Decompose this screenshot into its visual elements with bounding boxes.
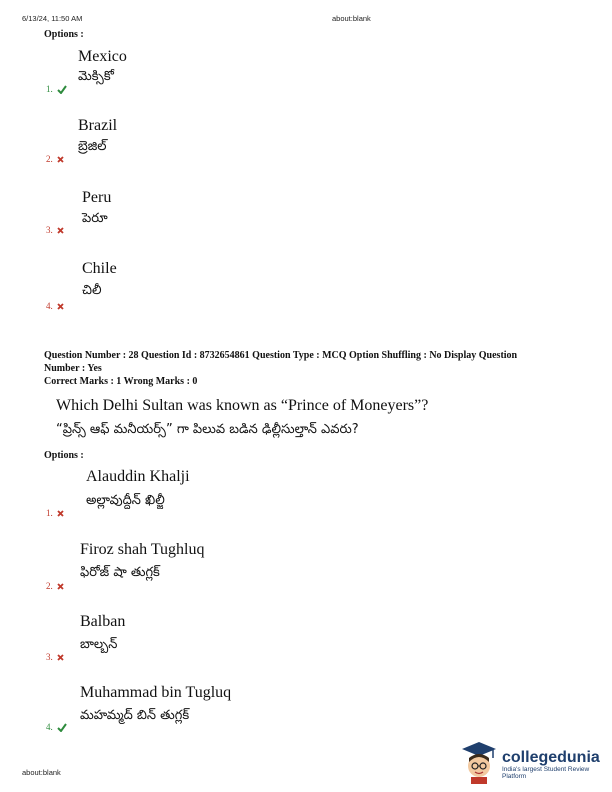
logo-tagline: India's largest Student Review Platform bbox=[502, 765, 590, 780]
option-text-te: మెక్సికో bbox=[78, 69, 114, 84]
cross-icon bbox=[57, 227, 64, 234]
option-number: 4. bbox=[46, 301, 64, 311]
option-text-en: Brazil bbox=[78, 117, 118, 134]
option-text-te: అల్లావుద్దీన్ ఖిల్జీ bbox=[86, 493, 165, 508]
print-datetime: 6/13/24, 11:50 AM bbox=[22, 14, 83, 23]
check-icon bbox=[57, 85, 67, 94]
option-text-en: Balban bbox=[80, 613, 126, 630]
cross-icon bbox=[57, 583, 64, 590]
options-label-q28: Options : bbox=[44, 450, 84, 461]
collegedunia-logo bbox=[460, 740, 612, 789]
option-number: 1. bbox=[46, 84, 67, 94]
question-meta-line: Question Number : 28 Question Id : 8732654861 Question Type : MCQ Option Shuffling : No Display Question bbox=[44, 350, 518, 361]
question-meta-line: Number : Yes bbox=[44, 363, 102, 374]
graduate-mascot-icon bbox=[460, 740, 498, 789]
option-number: 2. bbox=[46, 581, 64, 591]
option-text-en: Alauddin Khalji bbox=[86, 468, 190, 485]
option-number: 4. bbox=[46, 722, 67, 732]
cross-icon bbox=[57, 654, 64, 661]
print-footer-url: about:blank bbox=[22, 768, 61, 777]
option-text-te: చిలీ bbox=[82, 283, 102, 298]
cross-icon bbox=[57, 156, 64, 163]
question-marks: Correct Marks : 1 Wrong Marks : 0 bbox=[44, 376, 198, 387]
option-text-te: మహమ్మద్ బిన్ తుగ్లక్ bbox=[80, 708, 190, 723]
option-text-te: బ్రెజిల్ bbox=[78, 139, 107, 154]
question-meta bbox=[44, 349, 584, 388]
option-text-en: Muhammad bin Tugluq bbox=[80, 684, 232, 701]
option-number: 3. bbox=[46, 225, 64, 235]
question-text-te: “ప్రిన్స్ ఆఫ్ మనీయర్స్” గా పిలువ బడిన ఢిల్లీసుల్తాన్ ఎవరు? bbox=[56, 422, 359, 437]
options-label-q27: Options : bbox=[44, 29, 84, 40]
cross-icon bbox=[57, 510, 64, 517]
option-number: 1. bbox=[46, 508, 64, 518]
question-text-en: Which Delhi Sultan was known as “Prince of Moneyers”? bbox=[56, 397, 429, 414]
cross-icon bbox=[57, 303, 64, 310]
option-text-en: Firoz shah Tughluq bbox=[80, 541, 205, 558]
option-text-en: Peru bbox=[82, 189, 112, 206]
logo-wordmark: collegedunia bbox=[502, 748, 600, 766]
option-text-en: Chile bbox=[82, 260, 117, 277]
check-icon bbox=[57, 723, 67, 732]
option-text-te: పెరూ bbox=[82, 211, 108, 226]
option-text-en: Mexico bbox=[78, 48, 127, 65]
option-text-te: బాల్బన్ bbox=[80, 637, 118, 652]
print-url: about:blank bbox=[332, 14, 371, 23]
option-number: 3. bbox=[46, 652, 64, 662]
option-number: 2. bbox=[46, 154, 64, 164]
option-text-te: ఫిరోజ్ షా తుగ్లక్ bbox=[80, 565, 160, 580]
